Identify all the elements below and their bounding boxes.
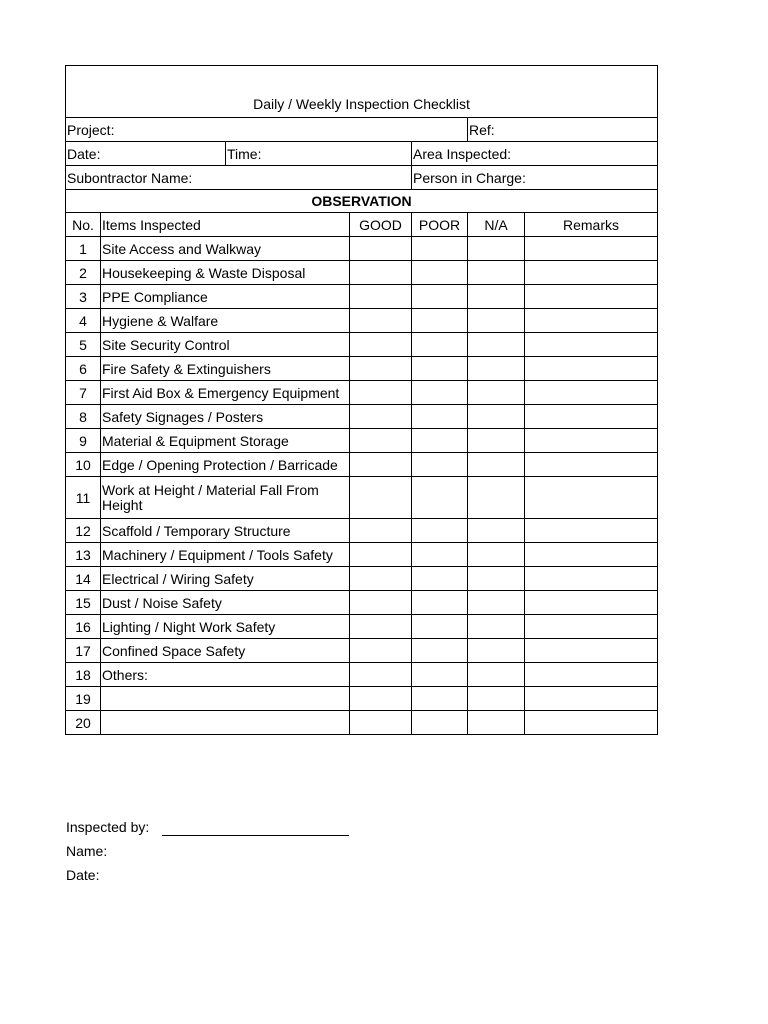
- na-cell[interactable]: [467, 477, 524, 518]
- row-number: 3: [79, 288, 87, 305]
- table-row: [65, 453, 658, 477]
- item-inspected: Others:: [100, 663, 349, 686]
- row-number: 20: [75, 714, 91, 731]
- good-cell[interactable]: [349, 639, 411, 662]
- good-cell[interactable]: [349, 381, 411, 404]
- table-row: [65, 381, 658, 405]
- table-row: [65, 285, 658, 309]
- row-number: 17: [75, 642, 91, 659]
- na-cell[interactable]: [467, 519, 524, 542]
- col-remarks: Remarks: [524, 213, 657, 236]
- inspection-checklist: [65, 65, 658, 735]
- poor-cell[interactable]: [411, 333, 467, 356]
- item-inspected: Machinery / Equipment / Tools Safety: [100, 543, 349, 566]
- observation-row: [65, 190, 658, 213]
- row-number: 11: [75, 489, 91, 506]
- table-row: [65, 309, 658, 333]
- poor-cell[interactable]: [411, 519, 467, 542]
- poor-cell[interactable]: [411, 237, 467, 260]
- table-row: [65, 663, 658, 687]
- poor-cell[interactable]: [411, 639, 467, 662]
- item-inspected: Work at Height / Material Fall From Height: [100, 477, 349, 518]
- table-row: [65, 615, 658, 639]
- na-cell[interactable]: [467, 261, 524, 284]
- table-row: [65, 543, 658, 567]
- item-inspected: Electrical / Wiring Safety: [100, 567, 349, 590]
- project-row: [65, 118, 658, 142]
- row-number: 15: [75, 594, 91, 611]
- remarks-cell[interactable]: [524, 237, 657, 260]
- table-row: [65, 261, 658, 285]
- remarks-cell[interactable]: [524, 591, 657, 614]
- subcontractor-row: [65, 166, 658, 190]
- poor-cell[interactable]: [411, 357, 467, 380]
- row-number: 13: [75, 546, 91, 563]
- poor-cell[interactable]: [411, 285, 467, 308]
- row-number: 4: [79, 312, 87, 329]
- project-label[interactable]: Project:: [67, 121, 115, 138]
- form-title: Daily / Weekly Inspection Checklist: [253, 96, 470, 112]
- row-number: 6: [79, 360, 87, 377]
- poor-cell[interactable]: [411, 405, 467, 428]
- poor-cell[interactable]: [411, 453, 467, 476]
- good-cell[interactable]: [349, 453, 411, 476]
- item-inspected: [100, 711, 349, 734]
- item-inspected: Scaffold / Temporary Structure: [100, 519, 349, 542]
- remarks-cell[interactable]: [524, 405, 657, 428]
- poor-cell[interactable]: [411, 711, 467, 734]
- item-inspected: Lighting / Night Work Safety: [100, 615, 349, 638]
- na-cell[interactable]: [467, 429, 524, 452]
- good-cell[interactable]: [349, 429, 411, 452]
- remarks-cell[interactable]: [524, 615, 657, 638]
- person-in-charge-label[interactable]: Person in Charge:: [411, 166, 657, 189]
- good-cell[interactable]: [349, 333, 411, 356]
- item-inspected: PPE Compliance: [100, 285, 349, 308]
- row-number: 12: [75, 522, 91, 539]
- remarks-cell[interactable]: [524, 381, 657, 404]
- remarks-cell[interactable]: [524, 519, 657, 542]
- poor-cell[interactable]: [411, 261, 467, 284]
- na-cell[interactable]: [467, 285, 524, 308]
- row-number: 9: [79, 432, 87, 449]
- remarks-cell[interactable]: [524, 285, 657, 308]
- col-poor: POOR: [411, 213, 467, 236]
- remarks-cell[interactable]: [524, 357, 657, 380]
- good-cell[interactable]: [349, 261, 411, 284]
- poor-cell[interactable]: [411, 615, 467, 638]
- table-row: [65, 357, 658, 381]
- na-cell[interactable]: [467, 663, 524, 686]
- remarks-cell[interactable]: [524, 453, 657, 476]
- poor-cell[interactable]: [411, 477, 467, 518]
- item-inspected: Dust / Noise Safety: [100, 591, 349, 614]
- na-cell[interactable]: [467, 357, 524, 380]
- date-time-area-row: [65, 142, 658, 166]
- good-cell[interactable]: [349, 567, 411, 590]
- row-number: 8: [79, 408, 87, 425]
- row-number: 14: [75, 570, 91, 587]
- remarks-cell[interactable]: [524, 567, 657, 590]
- good-cell[interactable]: [349, 477, 411, 518]
- row-number: 10: [75, 456, 91, 473]
- subcontractor-label[interactable]: Subontractor Name:: [67, 169, 193, 186]
- remarks-cell[interactable]: [524, 261, 657, 284]
- column-header-row: [65, 213, 658, 237]
- remarks-cell[interactable]: [524, 663, 657, 686]
- na-cell[interactable]: [467, 567, 524, 590]
- row-number: 19: [75, 690, 91, 707]
- table-row: [65, 333, 658, 357]
- remarks-cell[interactable]: [524, 429, 657, 452]
- na-cell[interactable]: [467, 333, 524, 356]
- item-inspected: Site Access and Walkway: [100, 237, 349, 260]
- poor-cell[interactable]: [411, 543, 467, 566]
- item-inspected: Site Security Control: [100, 333, 349, 356]
- good-cell[interactable]: [349, 591, 411, 614]
- row-number: 2: [79, 264, 87, 281]
- ref-label[interactable]: Ref:: [467, 118, 657, 141]
- remarks-cell[interactable]: [524, 543, 657, 566]
- remarks-cell[interactable]: [524, 687, 657, 710]
- remarks-cell[interactable]: [524, 711, 657, 734]
- item-inspected: Material & Equipment Storage: [100, 429, 349, 452]
- table-row: [65, 429, 658, 453]
- row-number: 16: [75, 618, 91, 635]
- poor-cell[interactable]: [411, 663, 467, 686]
- title-row: [65, 65, 658, 118]
- na-cell[interactable]: [467, 309, 524, 332]
- good-cell[interactable]: [349, 405, 411, 428]
- table-row: [65, 477, 658, 519]
- good-cell[interactable]: [349, 285, 411, 308]
- name-label: Name:: [66, 843, 108, 859]
- item-inspected: Fire Safety & Extinguishers: [100, 357, 349, 380]
- item-inspected: Confined Space Safety: [100, 639, 349, 662]
- col-items: Items Inspected: [100, 213, 349, 236]
- table-row: [65, 519, 658, 543]
- footer-date-label: Date:: [66, 867, 100, 883]
- good-cell[interactable]: [349, 687, 411, 710]
- good-cell[interactable]: [349, 237, 411, 260]
- table-row: [65, 639, 658, 663]
- row-number: 5: [79, 336, 87, 353]
- date-label[interactable]: Date:: [67, 145, 101, 162]
- item-inspected: Edge / Opening Protection / Barricade: [100, 453, 349, 476]
- poor-cell[interactable]: [411, 687, 467, 710]
- good-cell[interactable]: [349, 711, 411, 734]
- table-row: [65, 567, 658, 591]
- good-cell[interactable]: [349, 543, 411, 566]
- area-inspected-label[interactable]: Area Inspected:: [411, 142, 657, 165]
- good-cell[interactable]: [349, 357, 411, 380]
- table-row: [65, 687, 658, 711]
- table-row: [65, 591, 658, 615]
- time-label[interactable]: Time:: [225, 142, 411, 165]
- row-number: 1: [79, 240, 87, 257]
- row-number: 18: [75, 666, 91, 683]
- poor-cell[interactable]: [411, 567, 467, 590]
- na-cell[interactable]: [467, 237, 524, 260]
- na-cell[interactable]: [467, 591, 524, 614]
- poor-cell[interactable]: [411, 591, 467, 614]
- table-row: [65, 237, 658, 261]
- good-cell[interactable]: [349, 663, 411, 686]
- good-cell[interactable]: [349, 615, 411, 638]
- poor-cell[interactable]: [411, 429, 467, 452]
- remarks-cell[interactable]: [524, 477, 657, 518]
- remarks-cell[interactable]: [524, 639, 657, 662]
- section-title: OBSERVATION: [311, 193, 412, 209]
- good-cell[interactable]: [349, 519, 411, 542]
- remarks-cell[interactable]: [524, 309, 657, 332]
- item-inspected: Hygiene & Walfare: [100, 309, 349, 332]
- col-good: GOOD: [349, 213, 411, 236]
- inspected-by-label: Inspected by:: [66, 819, 150, 835]
- item-inspected: First Aid Box & Emergency Equipment: [100, 381, 349, 404]
- item-inspected: Safety Signages / Posters: [100, 405, 349, 428]
- good-cell[interactable]: [349, 309, 411, 332]
- na-cell[interactable]: [467, 711, 524, 734]
- col-na: N/A: [467, 213, 524, 236]
- poor-cell[interactable]: [411, 381, 467, 404]
- na-cell[interactable]: [467, 381, 524, 404]
- table-row: [65, 711, 658, 735]
- signature-line[interactable]: [162, 835, 349, 836]
- na-cell[interactable]: [467, 687, 524, 710]
- na-cell[interactable]: [467, 405, 524, 428]
- remarks-cell[interactable]: [524, 333, 657, 356]
- na-cell[interactable]: [467, 543, 524, 566]
- item-inspected: Housekeeping & Waste Disposal: [100, 261, 349, 284]
- poor-cell[interactable]: [411, 309, 467, 332]
- na-cell[interactable]: [467, 615, 524, 638]
- row-number: 7: [79, 384, 87, 401]
- na-cell[interactable]: [467, 639, 524, 662]
- item-inspected: [100, 687, 349, 710]
- na-cell[interactable]: [467, 453, 524, 476]
- table-row: [65, 405, 658, 429]
- col-no: No.: [72, 216, 94, 233]
